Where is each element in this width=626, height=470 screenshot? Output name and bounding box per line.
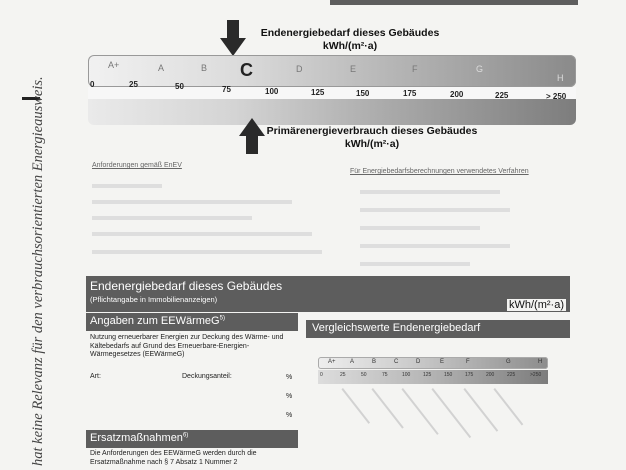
tick-label: 200	[450, 90, 464, 99]
eewaermeg-title: Angaben zum EEWärmeG	[90, 315, 220, 327]
faded-line	[431, 388, 471, 438]
faded-line	[401, 388, 438, 435]
eewaermeg-section-header	[86, 313, 298, 331]
tick-label: 150	[356, 89, 370, 98]
eewaermeg-footnote: 5)	[219, 315, 225, 322]
class-label-current: C	[240, 60, 253, 80]
faded-line	[92, 250, 322, 254]
requirements-heading: Anforderungen gemäß EnEV	[92, 162, 182, 169]
percent-cell: %	[286, 374, 293, 381]
end-energy-section-header	[86, 276, 570, 312]
mini-class-label: A+	[328, 359, 336, 365]
eewaermeg-row-header: Deckungsanteil:	[182, 373, 232, 380]
class-label-g: G	[476, 64, 484, 74]
eewaermeg-row-label: Art:	[90, 373, 101, 380]
mini-class-label: A	[350, 359, 355, 365]
bottom-caption-unit: kWh/(m²·a)	[344, 138, 400, 150]
bottom-caption: Primärenergieverbrauch dieses Gebäudes	[266, 125, 478, 137]
faded-line	[360, 208, 510, 212]
energy-scale-lower-band	[88, 99, 576, 125]
tick-label: 75	[222, 85, 231, 94]
class-label-a-plus: A+	[108, 60, 120, 70]
ersatz-text: Die Anforderungen des EEWärmeG werden durch die Ersatzmaßnahme nach § 7 Absatz 1 Nummer 2	[90, 450, 257, 466]
eewaermeg-text: Nutzung erneuerbarer Energien zur Deckung des Wärme- und Kältebedarfs auf Grund des Erneuerbare-Energien-Wärmegesetzes (EEWärmeG)	[90, 334, 284, 358]
class-label-e: E	[350, 64, 357, 74]
ersatz-section-header	[86, 430, 298, 448]
tick-label: > 250	[546, 92, 567, 101]
tick-label: 225	[495, 91, 509, 100]
mini-tick-label: 50	[361, 372, 367, 378]
mini-tick-label: 225	[507, 372, 516, 378]
mini-tick-label: 175	[465, 372, 474, 378]
mini-tick-label: >250	[530, 372, 542, 378]
top-caption: Endenergiebedarf dieses Gebäudes	[260, 27, 440, 39]
class-label-f: F	[412, 64, 418, 74]
end-energy-title: Endenergiebedarf dieses Gebäudes	[90, 279, 283, 293]
faded-line	[92, 200, 292, 204]
mini-class-label: F	[466, 359, 470, 365]
percent-cell: %	[286, 412, 293, 419]
tick-label: 50	[175, 82, 184, 91]
faded-line	[463, 388, 498, 432]
mini-class-label: E	[440, 359, 445, 365]
faded-line	[92, 216, 252, 220]
faded-line	[92, 184, 162, 188]
tick-label: 175	[403, 89, 417, 98]
top-caption-unit: kWh/(m²·a)	[322, 40, 378, 52]
class-label-h: H	[557, 73, 564, 83]
class-label-b: B	[201, 63, 208, 73]
comparison-title: Vergleichswerte Endenergiebedarf	[312, 322, 481, 334]
tick-label: 0	[90, 80, 95, 89]
mini-tick-label: 100	[402, 372, 411, 378]
method-heading: Für Energiebedarfsberechnungen verwendetes Verfahren	[350, 168, 529, 175]
tick-label: 125	[311, 88, 325, 97]
class-label-a: A	[158, 63, 165, 73]
mini-class-label: D	[416, 359, 421, 365]
mini-tick-label: 25	[340, 372, 346, 378]
mini-tick-label: 200	[486, 372, 495, 378]
faded-line	[493, 388, 523, 425]
mini-tick-label: 0	[320, 372, 323, 378]
tick-label: 25	[129, 80, 138, 89]
ersatz-footnote: 6)	[182, 432, 189, 439]
mini-tick-label: 75	[382, 372, 388, 378]
ersatz-title: Ersatzmaßnahmen	[90, 432, 183, 444]
comparison-section-header	[306, 320, 570, 338]
faded-line	[360, 226, 480, 230]
arrow-down-icon	[220, 20, 246, 56]
faded-line	[341, 388, 370, 424]
faded-line	[360, 262, 470, 266]
percent-cell: %	[286, 393, 293, 400]
class-label-d: D	[296, 64, 303, 74]
mini-class-label: H	[538, 359, 543, 365]
faded-diagonal-labels	[335, 388, 545, 458]
mini-tick-label: 125	[423, 372, 432, 378]
faded-line	[360, 190, 500, 194]
faded-line	[371, 388, 403, 429]
end-energy-unit: kWh/(m²·a)	[509, 299, 564, 311]
end-energy-subtitle: (Pflichtangabe in Immobilienanzeigen)	[90, 295, 218, 304]
mini-class-label: B	[372, 359, 377, 365]
faded-line	[360, 244, 510, 248]
mini-class-label: C	[394, 359, 399, 365]
mini-class-label: G	[506, 359, 511, 365]
faded-line	[92, 232, 312, 236]
tick-label: 100	[265, 87, 279, 96]
top-edge-bar	[330, 0, 578, 5]
mini-tick-label: 150	[444, 372, 453, 378]
handwritten-side-note: hat keine Relevanz für den verbrauchsorientierten Energieausweis.	[30, 76, 46, 466]
